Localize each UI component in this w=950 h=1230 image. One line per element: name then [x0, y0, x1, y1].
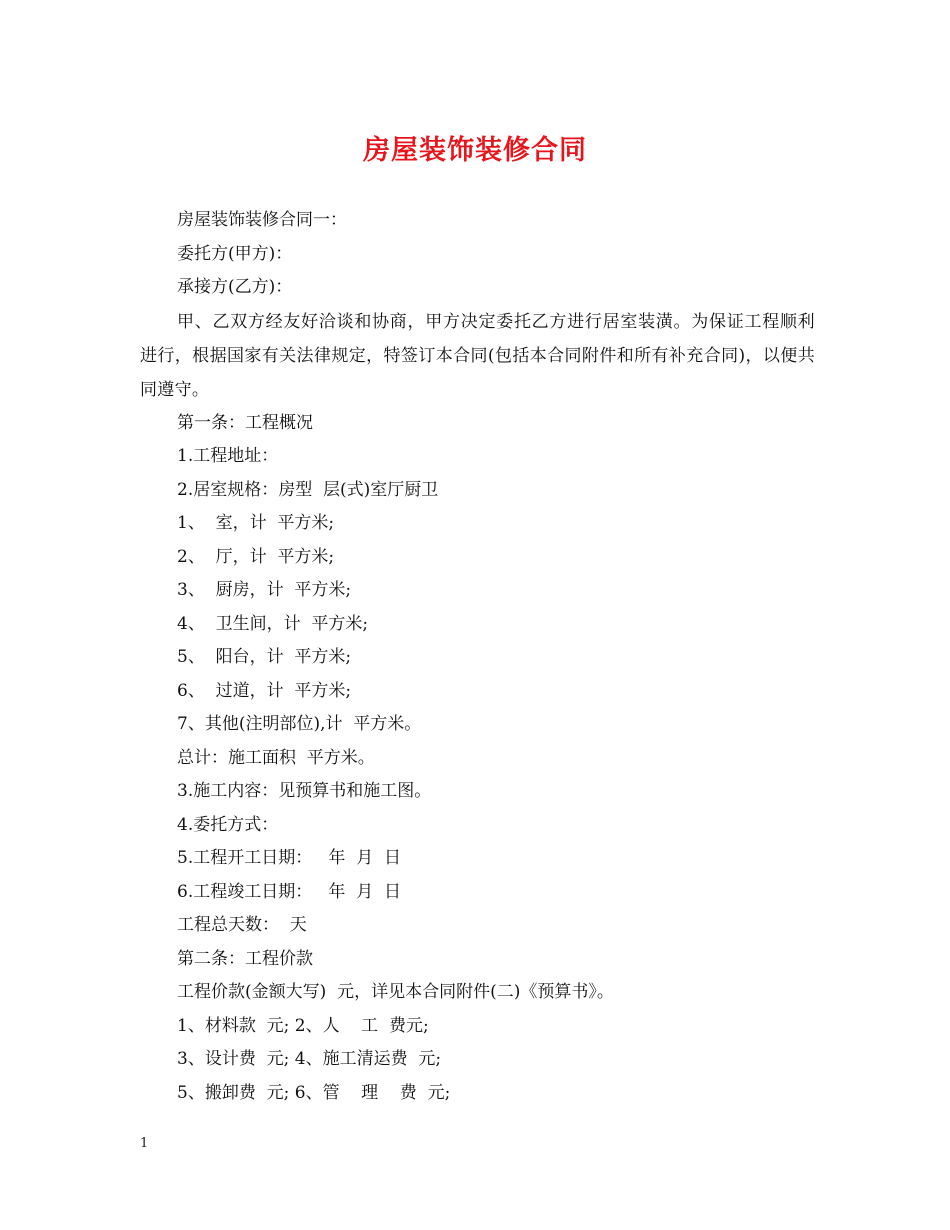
document-body [140, 204, 815, 1110]
text-line: 总计：施工面积 平方米。 [177, 747, 375, 768]
text-line: 6、 过道，计 平方米; [177, 680, 352, 701]
text-line: 3、 厨房，计 平方米; [177, 580, 352, 600]
document-title: 房屋装饰装修合同 [363, 135, 587, 166]
text-line: 工程总天数： 天 [177, 915, 307, 935]
text-line: 4.委托方式： [177, 814, 279, 835]
text-line: 1、 室，计 平方米; [177, 513, 335, 533]
text-line: 2.居室规格：房型 层(式)室厅厨卫 [177, 479, 439, 500]
text-line: 5.工程开工日期： 年 月 日 [177, 848, 402, 868]
section-heading: 第一条：工程概况 [177, 412, 313, 433]
text-line: 承接方(乙方)： [177, 277, 293, 297]
page-number: 1 [140, 1136, 149, 1151]
text-line: 1、材料款 元; 2、人 工 费元; [177, 1015, 429, 1036]
text-line: 1.工程地址： [177, 446, 279, 466]
text-line: 房屋装饰装修合同一： [177, 210, 347, 230]
text-line: 委托方(甲方)： [177, 243, 293, 264]
intro-paragraph: 甲、乙双方经友好洽谈和协商，甲方决定委托乙方进行居室装潢。为保证工程顺利进行，根据国家有关法律规定，特签订本合同(包括本合同附件和所有补充合同)，以便共同遵守。 [140, 311, 815, 400]
text-line: 4、 卫生间，计 平方米; [177, 613, 369, 634]
text-line: 6.工程竣工日期： 年 月 日 [177, 881, 402, 902]
text-line: 3、设计费 元; 4、施工清运费 元; [177, 1049, 442, 1069]
text-line: 3.施工内容：见预算书和施工图。 [177, 781, 432, 801]
text-line: 5、 阳台，计 平方米; [177, 647, 352, 667]
text-line: 2、 厅，计 平方米; [177, 546, 335, 567]
text-line: 5、搬卸费 元; 6、管 理 费 元; [177, 1082, 451, 1103]
text-line: 7、其他(注明部位),计 平方米。 [177, 714, 422, 734]
text-line: 工程价款(金额大写) 元，详见本合同附件(二)《预算书》。 [177, 982, 614, 1002]
section-heading: 第二条：工程价款 [177, 948, 313, 969]
